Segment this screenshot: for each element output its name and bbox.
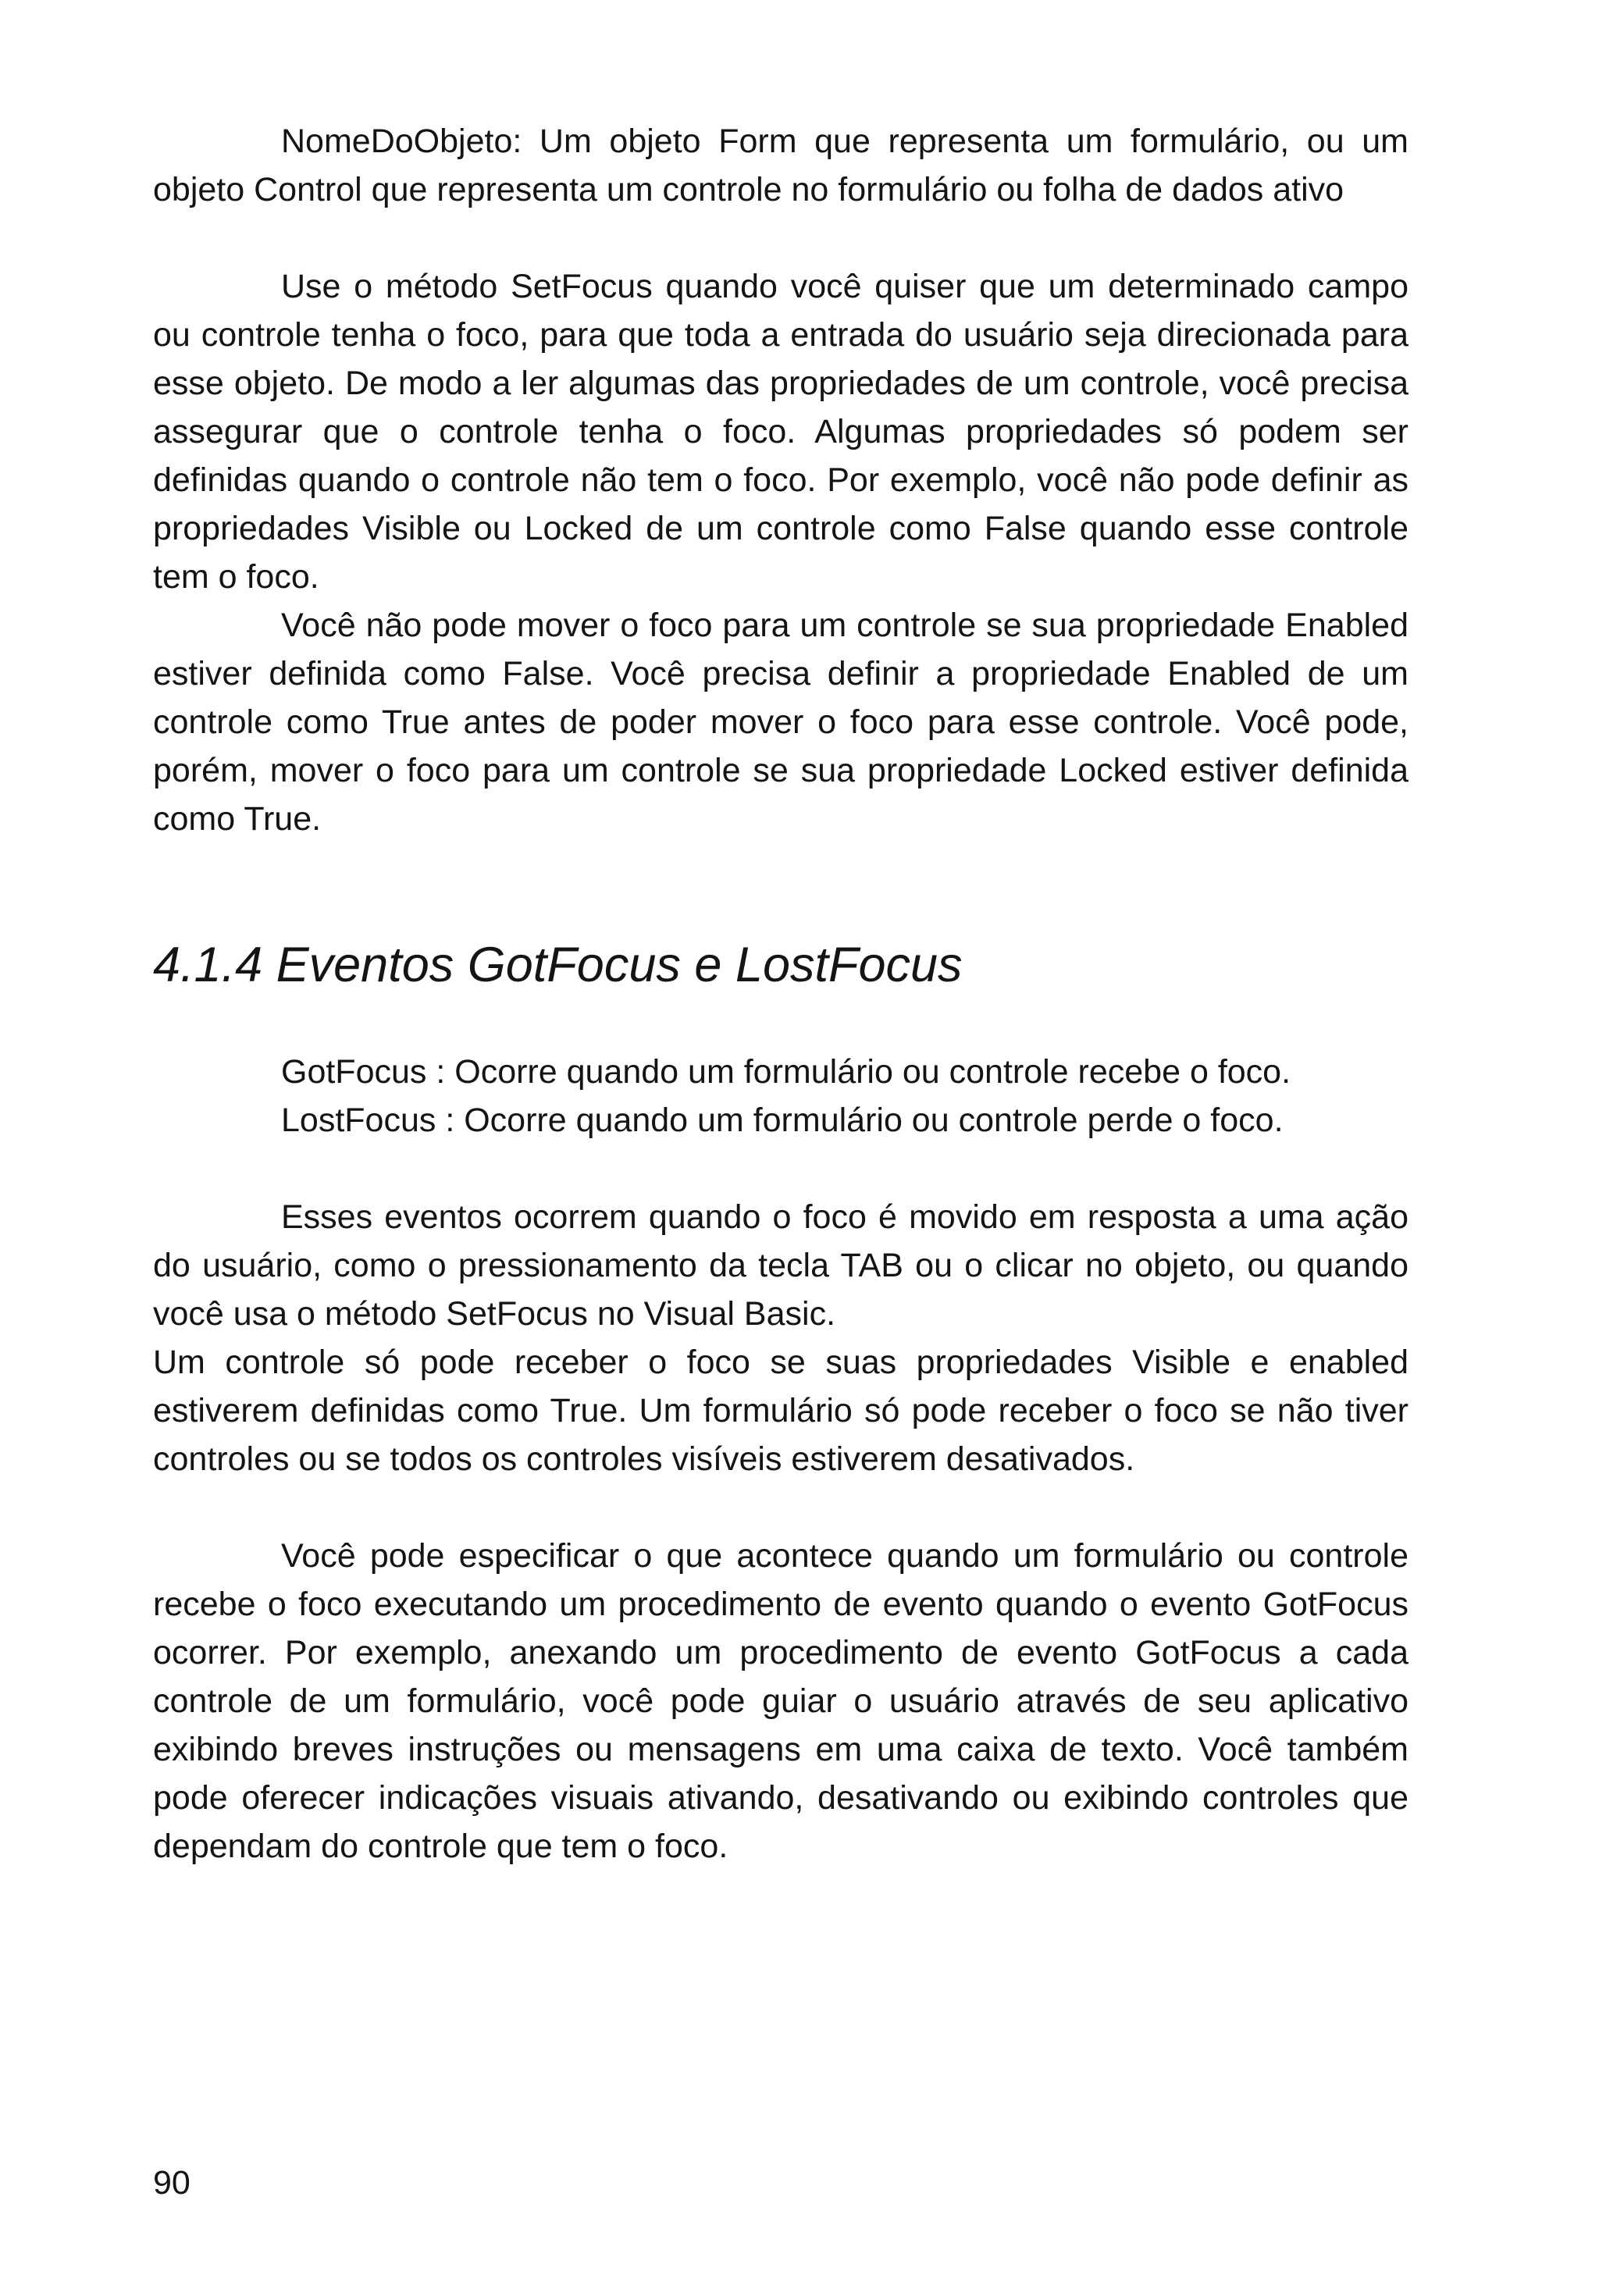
section-heading: 4.1.4 Eventos GotFocus e LostFocus (153, 938, 963, 992)
paragraph-gap (153, 214, 1408, 262)
page-body (153, 117, 1408, 1871)
paragraph-enabled-property: Você não pode mover o foco para um controle se sua propriedade Enabled estiver definida como False. Você precisa definir a propriedade Enabled de um controle como True antes de poder mover o foco para esse controle. Você pode, porém, mover o foco para um controle se sua propriedade Locked estiver definida como True. (153, 607, 1408, 838)
paragraph-gap (153, 1144, 1408, 1193)
paragraph-events-occur: Esses eventos ocorrem quando o foco é movido em resposta a uma ação do usuário, como o pressionamento da tecla TAB ou o clicar no objeto, ou quando você usa o método SetFocus no Visual Basic. (153, 1198, 1408, 1333)
page-number: 90 (153, 2164, 191, 2202)
paragraph-setfocus-usage: Use o método SetFocus quando você quiser que um determinado campo ou controle tenha o foco, para que toda a entrada do usuário seja direcionada para esse objeto. De modo a ler algumas das propriedades de um controle, você precisa assegurar que o controle tenha o foco. Algumas propriedades só podem ser definidas quando o controle não tem o foco. Por exemplo, você não pode definir as propriedades Visible ou Locked de um controle como False quando esse controle tem o foco. (153, 268, 1408, 596)
paragraph-specify-event: Você pode especificar o que acontece quando um formulário ou controle recebe o foco executando um procedimento de evento quando o evento GotFocus ocorrer. Por exemplo, anexando um procedimento de evento GotFocus a cada controle de um formulário, você pode guiar o usuário através de seu aplicativo exibindo breves instruções ou mensagens em uma caixa de texto. Você também pode oferecer indicações visuais ativando, desativando ou exibindo controles que dependam do controle que tem o foco. (153, 1537, 1408, 1865)
paragraph-gap (153, 1483, 1408, 1532)
paragraph-nomedoobjeto: NomeDoObjeto: Um objeto Form que representa um formulário, ou um objeto Control que representa um controle no formulário ou folha de dados ativo (153, 123, 1408, 208)
definition-lostfocus: LostFocus : Ocorre quando um formulário ou controle perde o foco. (281, 1102, 1284, 1139)
definition-gotfocus: GotFocus : Ocorre quando um formulário ou controle recebe o foco. (281, 1053, 1291, 1091)
paragraph-receive-focus: Um controle só pode receber o foco se suas propriedades Visible e enabled estiverem definidas como True. Um formulário só pode receber o foco se não tiver controles ou se todos os controles visíveis estiverem desativados. (153, 1344, 1408, 1478)
